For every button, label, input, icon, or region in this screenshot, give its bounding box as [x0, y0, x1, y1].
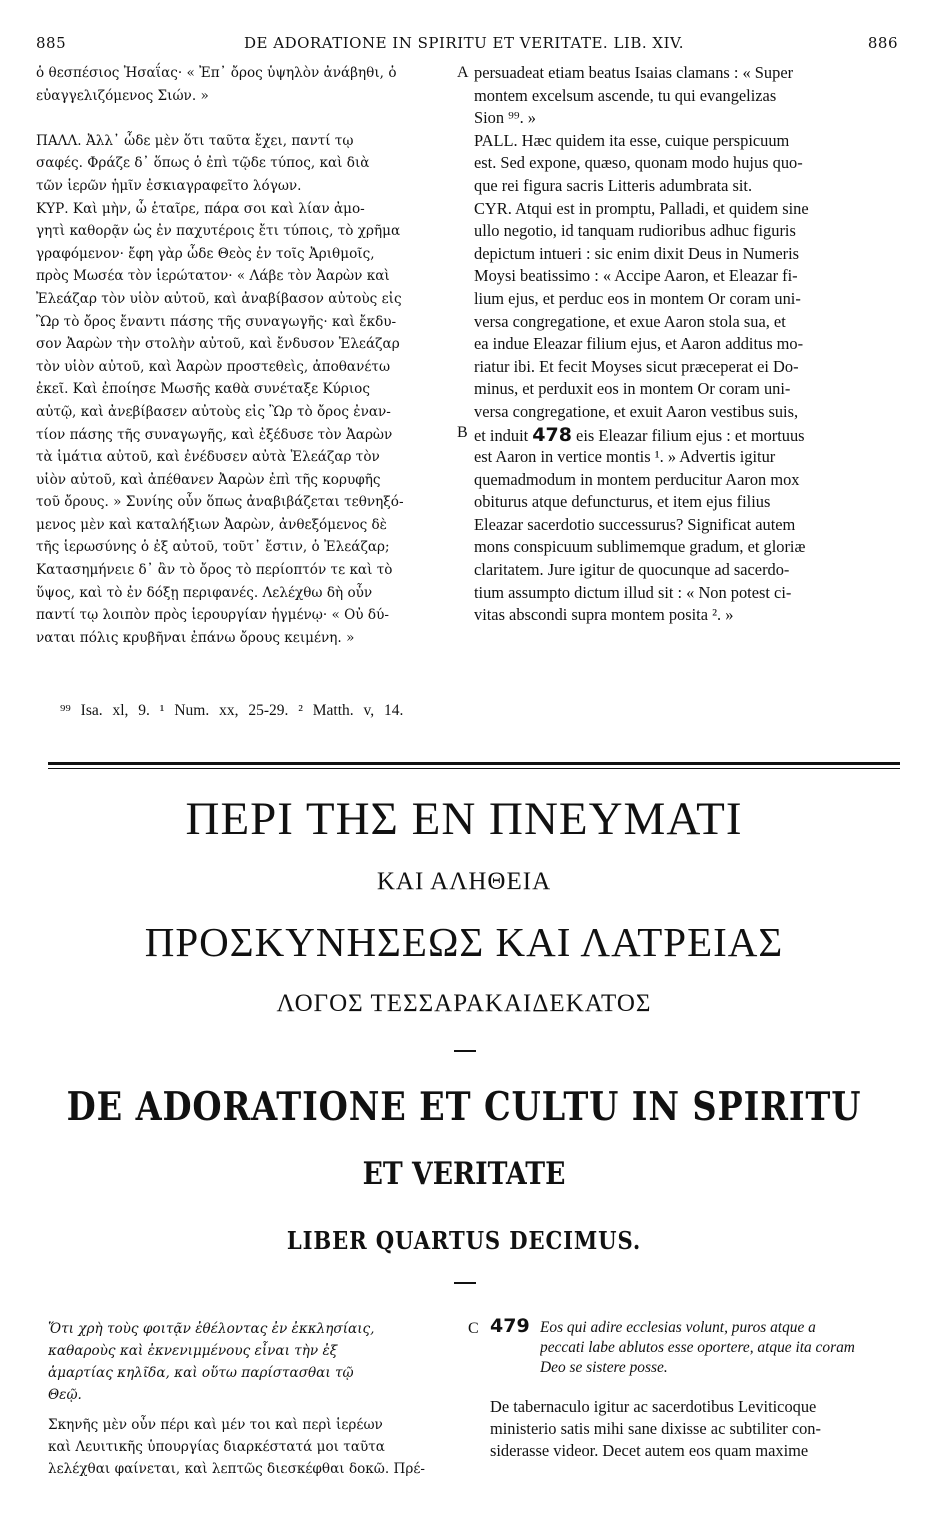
- latin-text-line: Sion ⁹⁹. »: [474, 108, 536, 128]
- greek-text-line: Ἐλεάζαρ τὸν υἱὸν αὐτοῦ, καὶ ἀναβίβασον αὐτοὺς εἰς: [36, 290, 402, 307]
- greek-text-line: παντί τῳ λοιπὸν πρὸς ἱερουργίαν ἡγμένῳ· « Οὐ δύ-: [36, 607, 389, 624]
- greek-text-line: ὁ θεσπέσιος Ἠσαΐας· « Ἐπ᾽ ὄρος ὑψηλὸν ἀνάβηθι, ὁ: [36, 65, 397, 81]
- latin-text-line: que rei figura sacris Litteris adumbrata sit.: [474, 175, 753, 195]
- margin-letter-a: A: [457, 64, 469, 81]
- latin-text-line: versa congregatione, et exuit Aaron vestibus suis,: [474, 401, 799, 421]
- greek-text-line: ὕψος, καὶ τὸ ἐν δόξῃ περιφανές. Λελέχθω δὴ οὖν: [36, 584, 373, 601]
- margin-letter-c: C: [468, 1320, 479, 1337]
- latin-text-line: ullo negotio, id tanquam rudioribus adhuc figuris: [474, 221, 796, 241]
- latin-text-line: tium assumpto dictum illud sit : « Non potest ci-: [474, 582, 792, 602]
- latin-text-line: vitas abscondi supra montem posita ². »: [474, 605, 734, 625]
- greek-summary: [48, 1318, 468, 1406]
- greek-text-line: τὸν υἱὸν αὐτοῦ, καὶ Ἀαρὼν προστεθεὶς, ἀποθανέτω: [36, 358, 391, 375]
- latin-text-line: quemadmodum in montem perducitur Aaron mox: [474, 469, 800, 489]
- latin-text-line: riatur ibi. Et fecit Moyses sicut præceperat ei Do-: [474, 356, 799, 376]
- greek-text-line: μενος μὲν καὶ καταλήξιων Ἀαρὼν, ἀνθεξόμενος δὲ: [36, 516, 387, 533]
- greek-text-line: αὐτῷ, καὶ ἀνεβίβασεν αὐτοὺς εἰς Ὢρ τὸ ὄρος ἐναν-: [36, 403, 391, 420]
- greek-text-line: υἱὸν αὐτοῦ, καὶ ἀπέθανεν Ἀαρὼν ἐπὶ τῆς κορυφῆς: [36, 471, 381, 488]
- greek-summary-line: Θεῷ.: [48, 1387, 82, 1403]
- page-number-left: 885: [36, 34, 67, 52]
- latin-text-line: montem excelsum ascende, tu qui evangelizas: [474, 85, 777, 105]
- latin-column-upper: [474, 62, 894, 627]
- greek-summary-line: Ὅτι χρὴ τοὺς φοιτᾷν ἐθέλοντας ἐν ἐκκλησίαις,: [48, 1321, 375, 1337]
- latin-text-line: Eleazar sacerdotio successurus? Significat autem: [474, 514, 796, 534]
- greek-text-line: τὰ ἱμάτια αὐτοῦ, καὶ ἐνέδυσεν αὐτὰ Ἐλεάζαρ τὸν: [36, 449, 380, 466]
- greek-text-line: πρὸς Μωσέα τὸν ἱερώτατον· « Λάβε τὸν Ἀαρὼν καὶ: [36, 268, 390, 285]
- latin-text-line: lium ejus, et perduc eos in montem Or coram uni-: [474, 288, 801, 308]
- greek-text-line: ἐκεῖ. Καὶ ἐποίησε Μωσῆς καθὰ συνέταξε Κύριος: [36, 381, 370, 398]
- greek-text-line: γραφόμενον· ἔφη γὰρ ὧδε Θεὸς ἐν τοῖς Ἀριθμοῖς,: [36, 245, 375, 262]
- greek-text-line: ΚΥΡ. Καὶ μὴν, ὦ ἑταῖρε, πάρα σοι καὶ λίαν ἀμο-: [36, 200, 365, 217]
- section-rule-thick: [48, 762, 900, 765]
- greek-title-line1: ΠΕΡΙ ΤΗΣ ΕΝ ΠΝΕΥΜΑΤΙ: [185, 793, 743, 845]
- greek-text-line: τῆς ἱερωσύνης ὁ ἐξ αὐτοῦ, τοῦτ᾽ ἔστιν, ὁ Ἐλεάζαρ;: [36, 539, 390, 556]
- greek-text-line: Κατασημήνειε δ᾽ ἂν τὸ ὄρος τὸ περίοπτόν τε καὶ τὸ: [36, 562, 393, 579]
- latin-summary-line: Deo se sistere posse.: [540, 1359, 668, 1376]
- greek-text-line: Σκηνῆς μὲν οὖν πέρι καὶ μέν τοι καὶ περὶ ἱερέων: [48, 1417, 383, 1433]
- greek-summary-line: ἁμαρτίας κηλῖδα, καὶ οὕτω παρίστασθαι τῷ: [48, 1365, 354, 1381]
- latin-text-line: CYR. Atqui est in promptu, Palladi, et quidem sine: [474, 198, 809, 218]
- latin-text-line: claritatem. Jure igitur de quocunque ad sacerdo-: [474, 560, 790, 580]
- greek-text-line: καὶ Λευιτικῆς ὑπουργίας διαρκέστατά μοι ταῦτα: [48, 1439, 385, 1455]
- latin-text-line: est. Sed expone, quæso, quonam modo hujus quo-: [474, 153, 803, 173]
- greek-summary-line: καθαροὺς καὶ ἐκνενιμμένους εἶναι τὴν ἐξ: [48, 1343, 338, 1359]
- latin-title-line2: ET VERITATE: [362, 1156, 566, 1192]
- greek-text-line: σον Ἀαρὼν τὴν στολὴν αὐτοῦ, καὶ ἔνδυσον Ἐλεάζαρ: [36, 336, 400, 353]
- latin-text-line: PALL. Hæc quidem ita esse, cuique perspicuum: [474, 130, 790, 150]
- margin-letter-b: B: [457, 424, 468, 441]
- latin-summary-line: peccati labe ablutos esse oportere, atque ita coram: [540, 1339, 855, 1356]
- column-number-479: 479: [490, 1315, 530, 1337]
- column-number-478: 478: [532, 423, 572, 446]
- greek-text-line: σαφές. Φράζε δ᾽ ὅπως ὁ ἐπὶ τῷδε τύπος, καὶ διὰ: [36, 155, 370, 172]
- latin-text-line: Moysi beatissimo : « Accipe Aaron, et Eleazar fi-: [474, 266, 798, 286]
- greek-text-line: ΠΑΛΛ. Ἀλλ᾽ ὧδε μὲν ὅτι ταῦτα ἔχει, παντί τῳ: [36, 132, 354, 149]
- section-rule-thin: [48, 768, 900, 769]
- latin-text-line: siderasse videor. Decet autem eos quam maxime: [490, 1441, 809, 1460]
- latin-text-line: depictum intueri : sic enim dixit Deus in Numeris: [474, 243, 800, 263]
- greek-text-line: Ὢρ τὸ ὄρος ἔναντι πάσης τῆς συναγωγῆς· καὶ ἔκδυ-: [36, 313, 397, 330]
- greek-title-line4: ΛΟΓΟΣ ΤΕΣΣΑΡΑΚΑΙΔΕΚΑΤΟΣ: [276, 990, 652, 1017]
- latin-title-line1: DE ADORATIONE ET CULTU IN SPIRITU: [66, 1084, 862, 1130]
- greek-text-line: τοῦ ὄρους. » Συνίης οὖν ὅπως ἀναβιβάζεται τεθνηξό-: [36, 494, 404, 511]
- title-dash-1: [454, 1050, 476, 1052]
- greek-text-line: γητὶ καθορᾷν ὡς ἐν παχυτέροις ἔτι τύποις, τὸ χρῆμα: [36, 223, 401, 240]
- greek-text-line: ναται πόλις κρυβῆναι ἐπάνω ὄρους κειμένη. »: [36, 629, 355, 646]
- latin-text-line: persuadeat etiam beatus Isaias clamans : « Super: [474, 63, 794, 82]
- latin-text-line: est Aaron in vertice montis ¹. » Advertis igitur: [474, 447, 776, 467]
- latin-text-line: minus, et perduxit eos in montem Or coram uni-: [474, 379, 791, 399]
- page-number-right: 886: [867, 34, 898, 52]
- greek-text-line: τῶν ἱερῶν ἡμῖν ἐσκιαγραφεῖτο λόγων.: [36, 177, 302, 194]
- greek-title-line3: ΠΡΟΣΚΥΝΗΣΕΩΣ ΚΑΙ ΛΑΤΡΕΙΑΣ: [144, 919, 784, 965]
- latin-text-line: mons conspicuum sublimemque gradum, et gloriæ: [474, 537, 806, 557]
- greek-text-line: [36, 107, 456, 130]
- latin-summary: [540, 1318, 905, 1378]
- latin-text-line: ea indue Eleazar filium ejus, et Aaron additus mo-: [474, 334, 804, 354]
- latin-text-lower: [490, 1396, 906, 1462]
- latin-summary-line: Eos qui adire ecclesias volunt, puros atque a: [540, 1319, 816, 1336]
- latin-text-line: De tabernaculo igitur ac sacerdotibus Leviticoque: [490, 1397, 817, 1416]
- latin-text-line: et induit 478 eis Eleazar filium ejus : et mortuus: [474, 423, 805, 446]
- title-dash-2: [454, 1282, 476, 1284]
- running-title: DE ADORATIONE IN SPIRITU ET VERITATE. LIB. XIV.: [244, 34, 684, 52]
- greek-text-line: λελέχθαι φαίνεται, καὶ λεπτῶς διεσκέφθαι δοκῶ. Πρέ-: [48, 1461, 426, 1477]
- greek-text-lower: [48, 1414, 468, 1480]
- latin-text-line: obiturus atque defuncturus, et item ejus filius: [474, 492, 771, 512]
- latin-text-line: ministerio satis mihi sane dixisse ac subtiliter con-: [490, 1419, 821, 1438]
- greek-text-line: τίον πάσης τῆς συναγωγῆς, καὶ ἐξέδυσε τὸν Ἀαρὼν: [36, 426, 393, 443]
- greek-text-line: εὐαγγελιζόμενος Σιών. »: [36, 87, 209, 104]
- greek-column-upper: [36, 62, 456, 649]
- latin-title-line3: LIBER QUARTUS DECIMUS.: [286, 1226, 642, 1255]
- latin-text-line: versa congregatione, et exue Aaron stola sua, et: [474, 311, 786, 331]
- greek-title-line2: ΚΑΙ ΑΛΗΘΕΙΑ: [376, 868, 552, 895]
- footnotes: ⁹⁹ Isa. xl, 9. ¹ Num. xx, 25-29. ² Matth. v, 14.: [60, 702, 404, 719]
